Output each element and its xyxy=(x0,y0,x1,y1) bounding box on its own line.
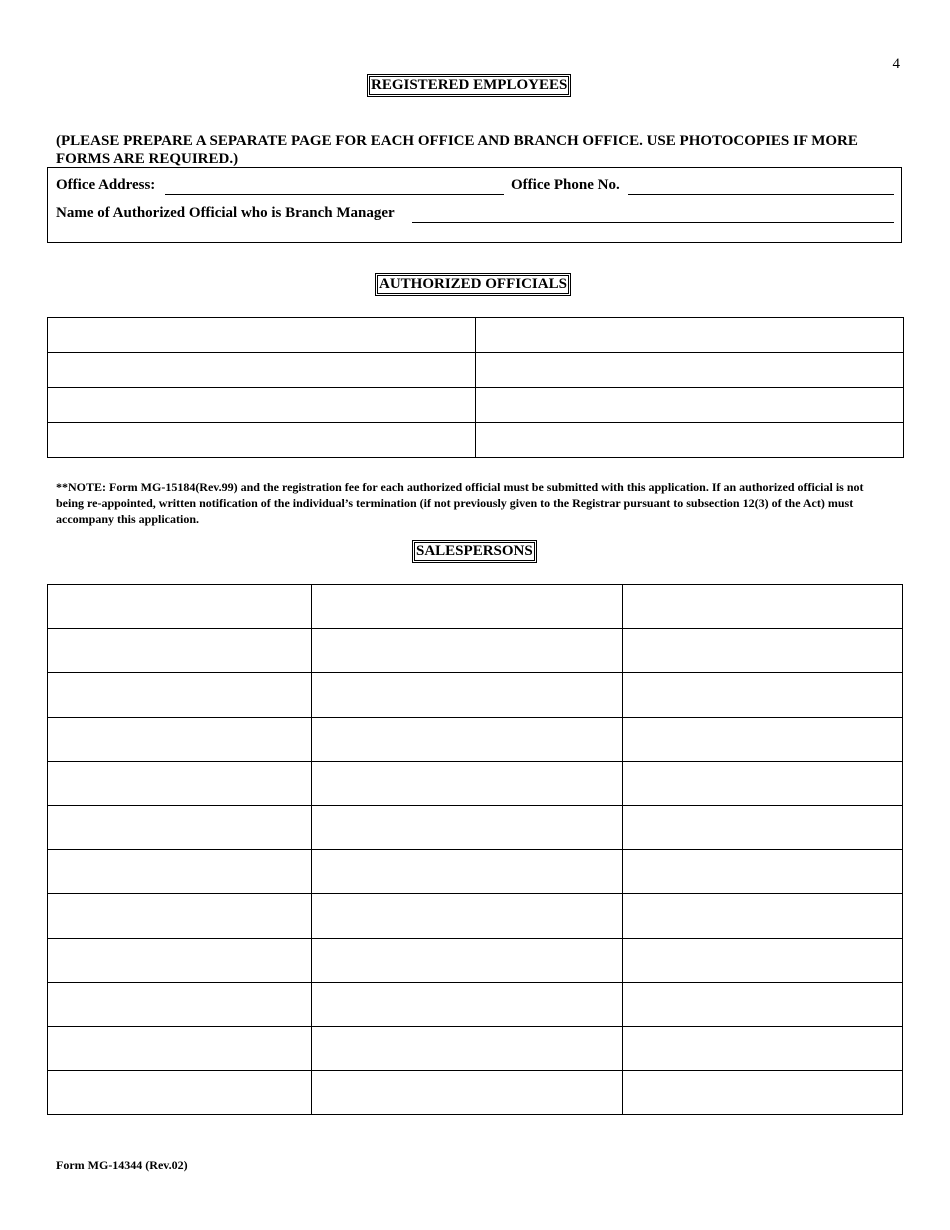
salesperson-row-cell[interactable] xyxy=(312,982,623,1026)
salesperson-row-cell[interactable] xyxy=(48,938,312,982)
salespersons-table xyxy=(47,584,903,1115)
salesperson-row-cell[interactable] xyxy=(312,1071,623,1115)
office-address-field[interactable] xyxy=(165,194,504,195)
salesperson-row-cell[interactable] xyxy=(623,717,903,761)
salesperson-row-cell[interactable] xyxy=(623,938,903,982)
authorized-official-row-cell[interactable] xyxy=(48,353,476,388)
salesperson-row-cell[interactable] xyxy=(312,894,623,938)
salesperson-row-cell[interactable] xyxy=(623,629,903,673)
authorized-official-row-cell[interactable] xyxy=(48,318,476,353)
salesperson-row-cell[interactable] xyxy=(48,629,312,673)
salesperson-row-cell[interactable] xyxy=(312,629,623,673)
salesperson-row xyxy=(48,585,903,629)
authorized-officials-title: AUTHORIZED OFFICIALS xyxy=(375,273,571,296)
salesperson-row-cell[interactable] xyxy=(623,894,903,938)
authorized-official-row-cell[interactable] xyxy=(476,423,904,458)
salesperson-row-cell[interactable] xyxy=(312,850,623,894)
salesperson-row-cell[interactable] xyxy=(312,717,623,761)
salesperson-row-cell[interactable] xyxy=(623,673,903,717)
salesperson-row-cell[interactable] xyxy=(48,1026,312,1070)
registered-employees-title: REGISTERED EMPLOYEES xyxy=(367,74,571,97)
salesperson-row-cell[interactable] xyxy=(623,1026,903,1070)
salesperson-row-cell[interactable] xyxy=(623,761,903,805)
salesperson-row-cell[interactable] xyxy=(48,982,312,1026)
salesperson-row-cell[interactable] xyxy=(48,1071,312,1115)
salesperson-row xyxy=(48,629,903,673)
form-id: Form MG-14344 (Rev.02) xyxy=(56,1158,188,1172)
salesperson-row xyxy=(48,1071,903,1115)
salesperson-row-cell[interactable] xyxy=(312,761,623,805)
office-phone-field[interactable] xyxy=(628,194,894,195)
authorized-official-row-cell[interactable] xyxy=(476,353,904,388)
authorized-official-row-cell[interactable] xyxy=(48,388,476,423)
page-number: 4 xyxy=(892,56,900,72)
authorized-official-row-cell[interactable] xyxy=(476,388,904,423)
authorized-official-row xyxy=(48,353,904,388)
instruction-text: (PLEASE PREPARE A SEPARATE PAGE FOR EACH OFFICE AND BRANCH OFFICE. USE PHOTOCOPIES IF MORE FORMS ARE REQUIRED.) xyxy=(56,133,858,167)
salesperson-row-cell[interactable] xyxy=(48,717,312,761)
salesperson-row xyxy=(48,1026,903,1070)
salesperson-row-cell[interactable] xyxy=(48,761,312,805)
authorized-official-row xyxy=(48,423,904,458)
authorized-official-row-cell[interactable] xyxy=(476,318,904,353)
office-info-box xyxy=(47,167,902,243)
authorized-official-row xyxy=(48,388,904,423)
office-phone-label: Office Phone No. xyxy=(511,177,620,193)
salesperson-row-cell[interactable] xyxy=(312,673,623,717)
salesperson-row xyxy=(48,761,903,805)
salesperson-row-cell[interactable] xyxy=(312,805,623,849)
salesperson-row-cell[interactable] xyxy=(48,850,312,894)
salesperson-row xyxy=(48,982,903,1026)
salesperson-row-cell[interactable] xyxy=(312,1026,623,1070)
salesperson-row xyxy=(48,673,903,717)
branch-manager-field[interactable] xyxy=(412,222,894,223)
salesperson-row-cell[interactable] xyxy=(312,938,623,982)
salesperson-row-cell[interactable] xyxy=(623,805,903,849)
branch-manager-label: Name of Authorized Official who is Branch Manager xyxy=(56,205,395,221)
office-address-label: Office Address: xyxy=(56,177,156,193)
salesperson-row xyxy=(48,717,903,761)
authorized-officials-table xyxy=(47,317,904,458)
salesperson-row-cell[interactable] xyxy=(623,585,903,629)
salesperson-row-cell[interactable] xyxy=(48,585,312,629)
salesperson-row-cell[interactable] xyxy=(48,894,312,938)
salesperson-row xyxy=(48,850,903,894)
salesperson-row-cell[interactable] xyxy=(623,850,903,894)
salesperson-row-cell[interactable] xyxy=(623,1071,903,1115)
note-text: **NOTE: Form MG-15184(Rev.99) and the registration fee for each authorized official must be submitted with this application. If an authorized official is not being re-appointed, written notification of the individual’s termination (if not previously given to the Registrar pursuant to subsection 12(3) of the Act) must accompany this application. xyxy=(56,480,864,526)
salesperson-row-cell[interactable] xyxy=(623,982,903,1026)
authorized-official-row xyxy=(48,318,904,353)
salesperson-row-cell[interactable] xyxy=(48,673,312,717)
salespersons-title: SALESPERSONS xyxy=(412,540,537,563)
salesperson-row-cell[interactable] xyxy=(48,805,312,849)
salesperson-row-cell[interactable] xyxy=(312,585,623,629)
authorized-official-row-cell[interactable] xyxy=(48,423,476,458)
salesperson-row xyxy=(48,805,903,849)
salesperson-row xyxy=(48,894,903,938)
salesperson-row xyxy=(48,938,903,982)
